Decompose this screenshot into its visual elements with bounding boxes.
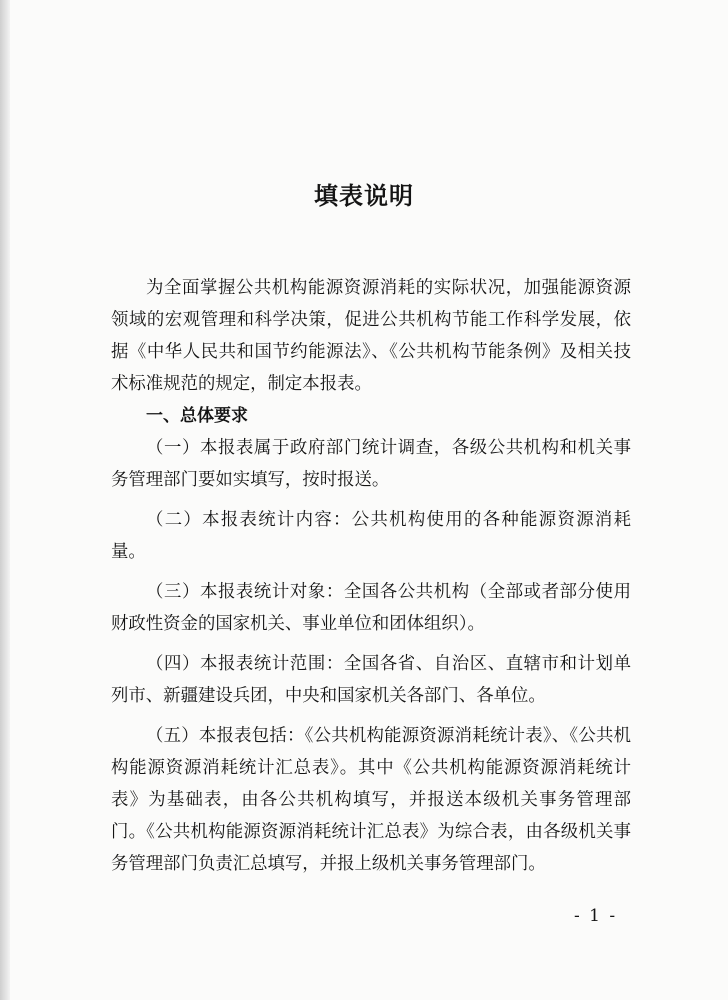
intro-paragraph: 为全面掌握公共机构能源资源消耗的实际状况，加强能源资源领域的宏观管理和科学决策，促进公共机构节能工作科学发展，依据《中华人民共和国节约能源法》、《公共机构节能条例》及相关技术标准规范的规定，制定本报表。: [111, 278, 631, 394]
document-title: 填表说明: [314, 182, 414, 210]
page-number: - 1 -: [574, 906, 618, 926]
scan-edge-shadow: [0, 0, 10, 1000]
requirement-item-1: （一）本报表属于政府部门统计调查，各级公共机构和机关事务管理部门要如实填写，按时报送。: [111, 438, 631, 490]
requirement-item-5: （五）本报表包括：《公共机构能源资源消耗统计表》、《公共机构能源资源消耗统计汇总表》。其中《公共机构能源资源消耗统计表》为基础表，由各公共机构填写，并报送本级机关事务管理部门。《公共机构能源资源消耗统计汇总表》为综合表，由各级机关事务管理部门负责汇总填写，并报上级机关事务管理部门。: [111, 726, 631, 874]
requirement-item-2: （二）本报表统计内容：公共机构使用的各种能源资源消耗量。: [111, 510, 631, 562]
section-heading-general-requirements: 一、总体要求: [146, 406, 248, 426]
document-body: [111, 272, 631, 880]
requirement-item-4: （四）本报表统计范围：全国各省、自治区、直辖市和计划单列市、新疆建设兵团，中央和国家机关各部门、各单位。: [111, 654, 631, 706]
requirement-item-3: （三）本报表统计对象：全国各公共机构（全部或者部分使用财政性资金的国家机关、事业单位和团体组织）。: [111, 582, 631, 634]
